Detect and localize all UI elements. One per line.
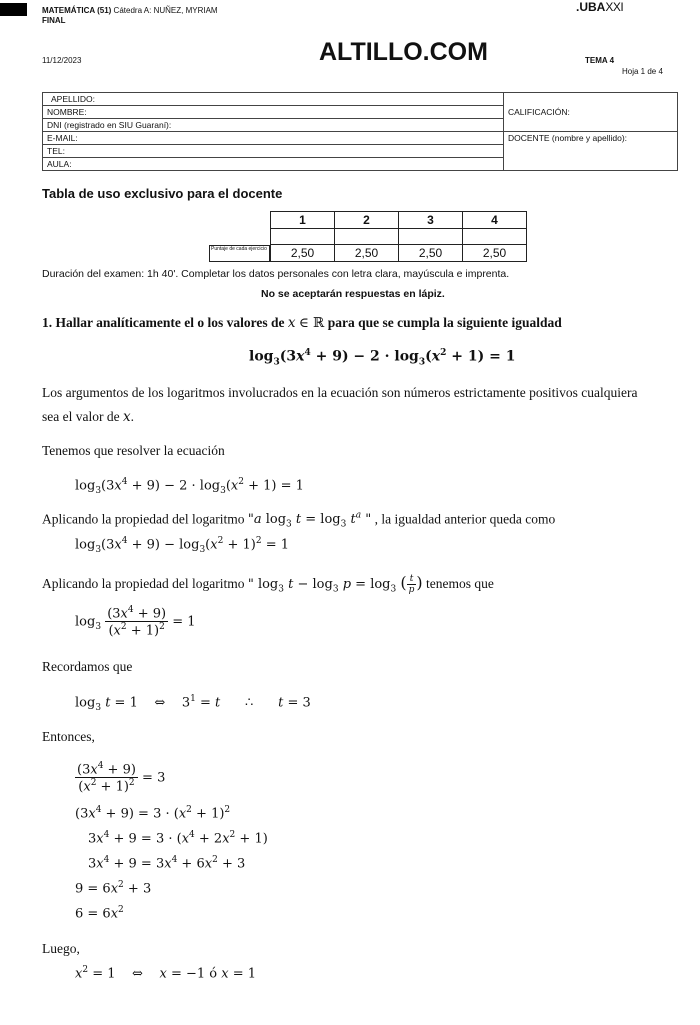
p5-lead: Aplicando la propiedad del logaritmo [42, 576, 245, 591]
equation-6: $3x^4 + 9 = 3 \cdot (x^4 + 2x^2 + 1)$ [88, 830, 268, 847]
field-apellido[interactable] [43, 93, 504, 106]
score-row-label: Puntaje de cada ejercicio [211, 246, 267, 252]
paragraph-resolve: Tenemos que resolver la ecuación [42, 443, 225, 458]
grade-cell[interactable] [399, 229, 463, 245]
course-info [42, 6, 218, 26]
score-header: 1 [271, 212, 335, 229]
grade-cell[interactable] [335, 229, 399, 245]
equation-8: $9 = 6x^2 + 3$ [75, 880, 152, 897]
score-header: 2 [335, 212, 399, 229]
uba-logo-light: XXI [605, 0, 624, 14]
or-word: ó [209, 966, 218, 982]
score-label-box [209, 245, 270, 262]
iff-symbol: ⇔ [132, 966, 143, 982]
field-aula[interactable] [43, 158, 504, 171]
equation-9: $6 = 6x^2$ [75, 905, 124, 922]
uba-logo-bold: .UBA [576, 0, 606, 14]
equation-4: $\frac{(3x^4 + 9)}{(x^2 + 1)^2}$ = 3 [77, 761, 166, 795]
field-docente[interactable] [504, 132, 678, 171]
exam-type: FINAL [42, 16, 66, 25]
uba-logo [576, 0, 623, 14]
paragraph-positive-end: sea el valor de x. [42, 409, 134, 425]
field-nombre[interactable] [43, 106, 504, 119]
paragraph-property-1: Aplicando la propiedad del logaritmo "a $\log_3 t = \log_3 t^a$ " , la igualdad anterior queda como [42, 511, 556, 530]
course-chair: Cátedra A: NUÑEZ, MYRIAM [111, 6, 218, 15]
field-calificacion[interactable] [504, 93, 678, 132]
docente-label: DOCENTE (nombre y apellido): [508, 133, 628, 143]
paragraph-finally: Luego, [42, 941, 80, 956]
prompt-tail: para que se cumpla la siguiente igualdad [327, 315, 562, 330]
equation-1: $\log_3(3x^4 + 9) - 2 \cdot \log_3(x^2 + 1) = 1$ [75, 477, 304, 496]
field-label: AULA: [47, 159, 72, 169]
equation-5: $(3x^4 + 9) = 3 \cdot (x^2 + 1)^2$ [75, 805, 231, 822]
score-value: 2,50 [399, 245, 463, 262]
personal-data-table [42, 92, 678, 171]
duration-text: Duración del examen: 1h 40'. Completar los datos personales con letra clara, mayúscula e imprenta. [42, 268, 510, 280]
iff-symbol: ⇔ [154, 695, 166, 711]
equation-7: $3x^4 + 9 = 3x^4 + 6x^2 + 3$ [88, 855, 246, 872]
score-value: 2,50 [335, 245, 399, 262]
field-label: TEL: [47, 146, 65, 156]
equation-2: $\log_3(3x^4 + 9) - \log_3(x^2 + 1)^2 = 1$ [75, 536, 289, 555]
site-title: ALTILLO.COM [319, 38, 488, 66]
p2-lead: sea el valor de [42, 409, 120, 424]
score-header: 3 [399, 212, 463, 229]
score-value: 2,50 [271, 245, 335, 262]
no-pencil-text: No se aceptarán respuestas en lápiz. [261, 288, 445, 300]
equation-solution: $x^2 = 1$ ⇔ x = −1 ó x = 1 [75, 965, 257, 982]
page-indicator: Hoja 1 de 4 [622, 67, 663, 76]
p4-tail: , la igualdad anterior queda como [374, 511, 556, 527]
grade-cell[interactable] [271, 229, 335, 245]
score-table [270, 211, 527, 262]
header-black-bar [0, 3, 27, 16]
paragraph-property-2: Aplicando la propiedad del logaritmo " $\log_3 t - \log_3 p = \log_3$ ( $\frac{t}{p}$ ) tenemos que [42, 573, 494, 595]
score-header: 4 [463, 212, 527, 229]
equation-recall: $\log_3 t = 1$ ⇔ $3^1 = t$ ∴ t = 3 [75, 694, 311, 713]
field-label: E-MAIL: [47, 133, 78, 143]
paragraph-recall: Recordamos que [42, 659, 133, 674]
field-tel[interactable] [43, 145, 504, 158]
therefore-symbol: ∴ [245, 695, 254, 711]
exam-date: 11/12/2023 [42, 56, 82, 65]
field-label: NOMBRE: [47, 107, 87, 117]
exercise-prompt: 1. Hallar analíticamente el o los valores de x ∈ ℝ para que se cumpla la siguiente igualdad [42, 315, 562, 331]
field-email[interactable] [43, 132, 504, 145]
prompt-lead: 1. Hallar analíticamente el o los valores de [42, 315, 285, 330]
field-label: APELLIDO: [51, 94, 95, 104]
score-value: 2,50 [463, 245, 527, 262]
field-dni[interactable] [43, 119, 504, 132]
paragraph-then: Entonces, [42, 729, 95, 744]
p4-lead: Aplicando la propiedad del logaritmo [42, 511, 245, 527]
p5-tail: tenemos que [426, 576, 494, 591]
course-name: MATEMÁTICA (51) [42, 6, 112, 15]
tema-label: TEMA 4 [585, 56, 615, 65]
equation-3: $\log_3$ $\frac{(3x^4 + 9)}{(x^2 + 1)^2}$ = 1 [75, 605, 196, 639]
grade-cell[interactable] [463, 229, 527, 245]
field-label: DNI (registrado en SIU Guaraní): [47, 120, 172, 130]
teacher-table-title: Tabla de uso exclusivo para el docente [42, 186, 283, 201]
paragraph-positive: Los argumentos de los logaritmos involucrados en la ecuación son números estrictamente positivos cualquiera [42, 385, 638, 400]
calificacion-label: CALIFICACIÓN: [508, 107, 570, 117]
main-equation: $\log_3(3x^4 + 9) - 2 \cdot \log_3(x^2 + 1) = 1$ [249, 348, 516, 368]
